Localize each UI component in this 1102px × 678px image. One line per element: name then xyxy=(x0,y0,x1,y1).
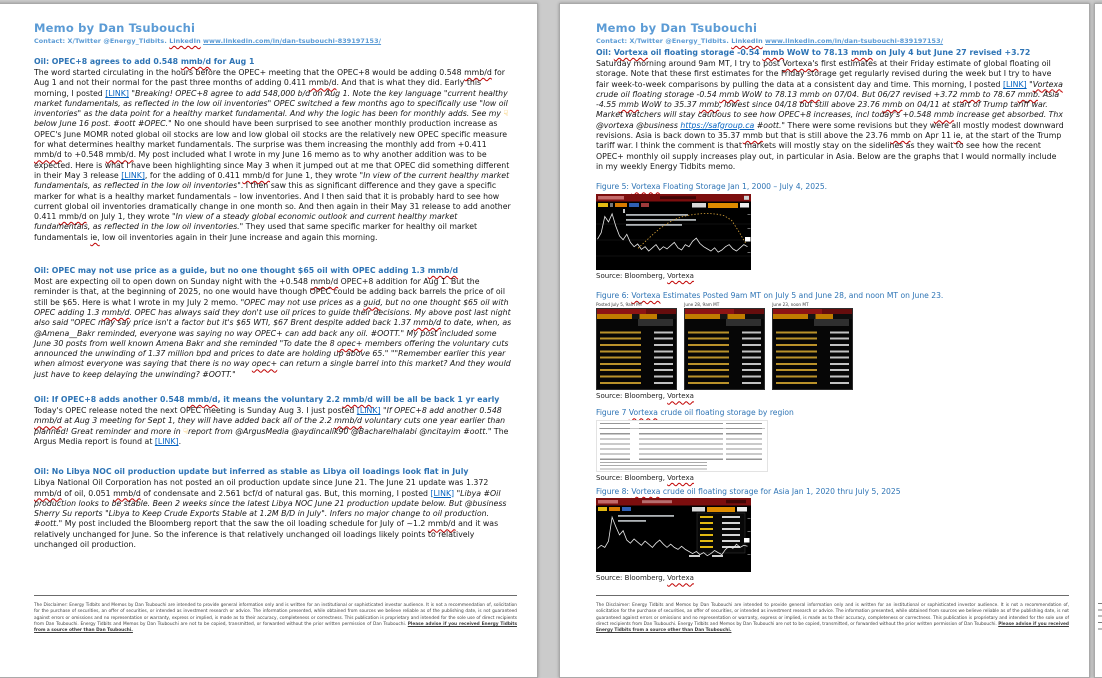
paragraph-opec8-aug1: The word started circulating in the hours before the OPEC+ meeting that the OPEC+8 would be adding 0.548 mmb/d for Aug 1 and not their normal for the past three months of adding 0.411 mmb/d. And that is what they did. Early this morning, I posted [LINK] "Breaking! OPEC+8 agree to add 548,000 b/d on Aug 1. Note the key language "current healthy market fundamentals, as reflected in the low oil inventories" OPEC switched a few months ago to specifically use "low oil inventories" as the data point for a healthy market fundamental. And why the logic has been for monthly adds. See my ☟below June 16 post. #oott #OPEC." No one should have been surprised to see another monthly production increase as OPEC's June MOMR noted global oil stocks are low and low global oil stocks are the relatively new OPEC specific measure for what determines healthy market fundamentals. The surprise was them increasing the monthly add from +0.411 mmb/d to +0.548 mmb/d. My post included what I wrote in my June 16 memo as to why another addition was to be expected. Here is what I have been highlighting since May 3 when it jumped out at me that OPEC did something different in their May 3 release [LINK], for the adding of 0.411 mmb/d for June 1, they wrote "In view of the current healthy market fundamentals, as reflected in the low oil inventories". I then saw this as significant difference and they gave a specific marker for what is a healthy market fundamentals – low inventories. And I then said that it is probably hard to see how current global oil inventories dramatically change in one month so. And then again in their May 31 release to add another 0.411 mmb/d on July 1, they wrote "In view of a steady global economic outlook and current healthy market fundamentals, as reflected in the low oil inventories." They used that same specific marker for healthy oil market fundamentals ie, low oil inventories again in their June increase and again this morning. xyxy=(34,68,511,242)
figure6-table-images xyxy=(596,302,1065,390)
figure7-region-table-image xyxy=(596,420,768,472)
figure7-source: Source: Bloomberg, Vortexa xyxy=(596,473,694,482)
section-heading-opec8-aug1: Oil: OPEC+8 agrees to add 0.548 mmb/d for Aug 1 xyxy=(34,57,255,66)
link[interactable]: https://safgroup.ca xyxy=(680,120,755,130)
figure6-panel2-label: June 28, 9am MT xyxy=(684,302,720,308)
link[interactable]: [LINK] xyxy=(1002,79,1027,89)
paragraph-vortexa: Saturday morning around 9am MT, I try to post Vortexa's first estimates at their Friday estimate of global floating oil storage. Note that these first estimates for the Friday storage get regularly revised during the week but I try to have fair week-to-week comparisons by pulling the data at a consistent day and time. This morning, I posted [LINK] "Vortexa crude oil floating storage -0.54 mmb WoW to 78.13 mmb on 07/04. But 06/27 revised +3.72 mmb to 78.67 mmb. Asia -4.55 mmb WoW to 35.37 mmb, lowest since 04/18 but still above 23.76 mmb on 04/11 at start of Trump tariff war. Market watchers will stay cautious to see how OPEC+8 increases, incl today's +0.548 mmb increase get absorbed. Thx @vortexa @business https://safgroup.ca #oott." There were some revisions but they were all mostly modest downward revisions. Asia is back down to 35.37 mmb but that is still above the 23.76 mmb on Apr 11 ie, at the start of the Trump tariff war. I think the comment is that markets will mostly stay on the sidelines as they wait to see how the recent OPEC+ monthly oil supply increases play out, in particular in Asia. Below are the graphs that I would normally include in my weekly Energy Tidbits memo. xyxy=(596,59,1064,171)
link[interactable]: [LINK] xyxy=(154,436,179,446)
page3-disclaimer-fragment xyxy=(1098,603,1102,631)
figure8-caption: Figure 8: Vortexa crude oil floating storage for Asia Jan 1, 2020 thru July 5, 2025 xyxy=(596,486,901,496)
figure6-caption: Figure 6: Vortexa Estimates Posted 9am MT on July 5 and June 28, and noon MT on June 23. xyxy=(596,290,944,300)
link[interactable]: www.linkedin.com/in/dan-tsubouchi-839197153/ xyxy=(203,37,382,45)
link[interactable]: [LINK] xyxy=(430,488,455,498)
chart-data-panel xyxy=(697,513,745,553)
figure6-panel2-image xyxy=(684,308,765,390)
figure6-panel3-image xyxy=(772,308,853,390)
figure6-panel1-image xyxy=(596,308,677,390)
link[interactable]: [LINK] xyxy=(105,88,129,98)
section-heading-libya: Oil: No Libya NOC oil production update but inferred as stable as Libya oil loadings look flat in July xyxy=(34,467,469,477)
figure6-panel1-label: Posted July 5, 9am MT xyxy=(596,302,643,308)
paragraph-voluntary-cuts: Today's OPEC release noted the next OPEC meeting is Sunday Aug 3. I just posted [LINK] "If OPEC+8 add another 0.548 mmb/d at Aug 3 meeting for Sept 1, they will have added back all of the 2.2 mmb/d voluntary cuts one year earlier than planned! Great reminder and more in ☟report from @ArgusMedia @aydincalik90 @Bacharelhalabi @ncitayim #oott." The Argus Media report is found at [LINK]. xyxy=(34,406,509,446)
paragraph-libya: Libya National Oil Corporation has not posted an oil production update since June 21. The June 21 update was 1.372 mmb/d of oil, 0.051 mmb/d of condensate and 2.561 bcf/d of natural gas. But, this morning, I posted [LINK] "Libya #Oil production looks to be stable. Been 2 weeks since the latest Libya NOC June 21 production update below. But @business Sherry Su reports "Libya to Keep Crude Exports Stable at 1.2M B/D in July". Infers no major change to oil production. #oott." My post included the Bloomberg report that the saw the oil loading schedule for July of ~1.2 mmb/d and it was relatively unchanged for June. So the inference is that relatively unchanged oil loadings likely points to relatively unchanged oil production. xyxy=(34,478,507,549)
figure7-caption: Figure 7 Vortexa crude oil floating storage by region xyxy=(596,408,794,418)
chart-last-value-marker xyxy=(744,538,750,543)
link[interactable]: [LINK] xyxy=(356,406,381,416)
section-heading-price-guide: Oil: OPEC may not use price as a guide, but no one thought $65 oil with OPEC adding 1.3 mmb/d xyxy=(34,266,459,276)
contact-line: Contact: X/Twitter @Energy_Tidbits. LinkedIn www.linkedin.com/in/dan-tsubouchi-839197153/ xyxy=(596,37,944,45)
page-3-sliver xyxy=(1094,3,1102,678)
figure5-caption: Figure 5: Vortexa Floating Storage Jan 1, 2000 – July 4, 2025. xyxy=(596,182,828,192)
page-1 xyxy=(0,3,538,678)
memo-title: Memo by Dan Tsubouchi xyxy=(34,21,196,35)
page-2 xyxy=(559,3,1090,678)
figure8-source: Source: Bloomberg, Vortexa xyxy=(596,574,694,583)
footer-divider xyxy=(34,595,517,635)
figure5-bloomberg-chart-image xyxy=(596,194,751,270)
section-heading-vortexa: Oil: Vortexa oil floating storage -0.54 mmb WoW to 78.13 mmb on July 4 but June 27 revised +3.72 xyxy=(596,48,1031,57)
figure8-bloomberg-chart-image xyxy=(596,498,751,572)
disclaimer-text: The Disclaimer: Energy Tidbits and Memos by Dan Tsubouchi are intended to provide general information only and is written for an institutional or sophisticated investor audience. It is not a recommendation of, solicitation for the purchase of securities, an offer of securities, or intended as investment research or advice. The information presented, while obtained from sources we believe reliable as of the publishing date, is not guaranteed against errors or omissions and no representation or warranty, express or implied, is made as to their accuracy, completeness or correctness. This publication is proprietary and intended for the sole use of direct recipients from Dan Tsubouchi. Energy Tidbits and Memos by Dan Tsubouchi are not to be copied, transmitted, or forwarded without the prior written permission of Dan Tsubouchi. Please advise if you received Energy Tidbits from a source other than Dan Tsubouchi. xyxy=(596,603,1069,634)
chart-last-value-marker xyxy=(745,237,751,242)
contact-line: Contact: X/Twitter @Energy_Tidbits. LinkedIn www.linkedin.com/in/dan-tsubouchi-839197153/ xyxy=(34,37,382,45)
disclaimer-text: The Disclaimer: Energy Tidbits and Memos by Dan Tsubouchi are intended to provide general information only and is written for an institutional or sophisticated investor audience. It is not a recommendation of, solicitation for the purchase of securities, an offer of securities, or intended as investment research or advice. The information presented, while obtained from sources we believe reliable as of the publishing date, is not guaranteed against errors or omissions and no representation or warranty, express or implied, is made as to their accuracy, completeness or correctness. This publication is proprietary and intended for the sole use of direct recipients from Dan Tsubouchi. Energy Tidbits and Memos by Dan Tsubouchi are not to be copied, transmitted, or forwarded without the prior written permission of Dan Tsubouchi. Please advise if you received Energy Tidbits from a source other than Dan Tsubouchi. xyxy=(34,603,518,634)
figure6-source: Source: Bloomberg, Vortexa xyxy=(596,392,694,401)
figure6-panel3-label: June 23, noon MT xyxy=(772,302,809,308)
link[interactable]: www.linkedin.com/in/dan-tsubouchi-839197153/ xyxy=(765,37,944,45)
link[interactable]: [LINK] xyxy=(121,170,145,180)
section-heading-voluntary-cuts: Oil: If OPEC+8 adds another 0.548 mmb/d, it means the voluntary 2.2 mmb/d will be all be back 1 yr early xyxy=(34,395,500,405)
footer-divider xyxy=(596,595,1069,635)
memo-title: Memo by Dan Tsubouchi xyxy=(596,21,758,35)
figure5-source: Source: Bloomberg, Vortexa xyxy=(596,271,694,280)
paragraph-price-guide: Most are expecting oil to open down on Sunday night with the +0.548 mmb/d OPEC+8 addition for Aug 1. But the reminder is that, at the beginning of 2025, no one would have though OPEC could be adding back barrels the price of oil still be $65. Here is what I wrote in my July 2 memo. "OPEC may not use prices as a guid, but no one thought $65 oil with OPEC adding 1.3 mmb/d. OPEC has always said they don't use oil prices to guide their decisions. My above post last night also said "OPEC may say price isn't a factor but it's $65 WTI, $67 Brent despite added back 1.37 mmb/d to date, when, as @Amena__Bakr reminded, everyone was saying no way OPEC+ can add back any oil. #OOTT." My post included some June 30 posts from well known Amena Bakr and she reminded "To date the 8 opec+ members offering the voluntary cuts announced the unwinding of 1.37 million bpd and prices to date are holding up above 65." ""Remember earlier this year when almost everyone was saying that there is no way opec+ can return a single barrel into this market? And they would just have to keep delaying the unwinding? #OOTT." xyxy=(34,277,512,379)
